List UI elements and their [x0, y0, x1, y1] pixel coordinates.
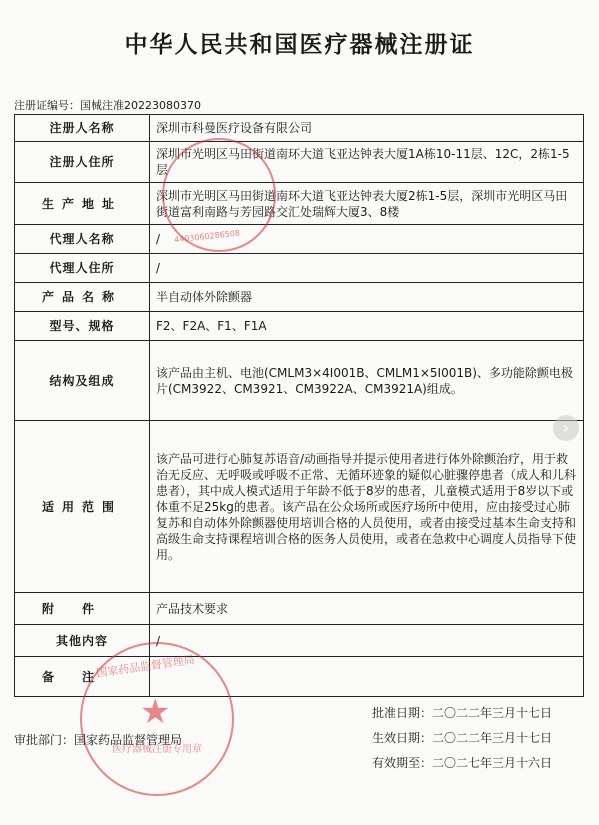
document-title: 中华人民共和国医疗器械注册证 [124, 31, 475, 58]
effective-date-value: 二〇二二年三月十七日 [432, 731, 553, 745]
row-value-model-spec: F2、F2A、F1、F1A [150, 312, 584, 341]
table-row [15, 254, 584, 283]
approver-value: 国家药品监督管理局 [74, 733, 183, 747]
certificate-number-label: 注册证编号： [14, 99, 80, 112]
row-label-production-address: 生产地址 [15, 183, 150, 225]
table-row [15, 283, 584, 312]
agency-seal-name: 国家药品监督管理局 [95, 653, 196, 680]
row-label-scope: 适用范围 [15, 421, 150, 593]
row-value-agent-address: / [150, 254, 584, 283]
expiry-date [372, 754, 552, 779]
row-value-registrant-address: 深圳市光明区马田街道南环大道飞亚达钟表大厦1A栋10-11层、12C，2栋1-5层 [150, 142, 584, 183]
table-row [15, 183, 584, 225]
table-row [15, 341, 584, 421]
table-row [15, 225, 584, 254]
row-value-other: / [150, 625, 584, 657]
row-value-attachment: 产品技术要求 [150, 593, 584, 625]
table-row [15, 593, 584, 625]
row-label-agent-address: 代理人住所 [15, 254, 150, 283]
row-label-other: 其他内容 [15, 625, 150, 657]
certificate-number [14, 97, 201, 115]
row-value-structure: 该产品由主机、电池(CMLM3×4I001B、CMLM1×5I001B)、多功能除颤电极片(CM3922、CM3921、CM3922A、CM3921A)组成。 [150, 341, 584, 421]
row-value-remarks [150, 657, 584, 697]
approval-date-label: 批准日期： [372, 706, 433, 720]
chevron-right-icon[interactable]: › [553, 415, 579, 441]
agency-seal-star-icon: ★ [140, 692, 171, 732]
approval-date [372, 704, 552, 729]
expiry-date-label: 有效期至： [372, 756, 433, 770]
dates-block [372, 704, 552, 779]
effective-date-label: 生效日期： [372, 731, 433, 745]
company-seal-number: 4403060286508 [173, 228, 241, 245]
agency-seal-sub: 医疗器械注册专用章 [112, 744, 202, 755]
table-row [15, 625, 584, 657]
row-label-registrant-name: 注册人名称 [15, 115, 150, 142]
approver-label: 审批部门： [14, 733, 75, 747]
row-value-registrant-name: 深圳市科曼医疗设备有限公司 [150, 115, 584, 142]
registration-table [14, 114, 584, 697]
row-label-model-spec: 型号、规格 [15, 312, 150, 341]
row-label-structure: 结构及组成 [15, 341, 150, 421]
effective-date [372, 729, 552, 754]
row-label-registrant-address: 注册人住所 [15, 142, 150, 183]
approval-date-value: 二〇二二年三月十七日 [432, 706, 553, 720]
expiry-date-value: 二〇二七年三月十六日 [432, 756, 553, 770]
row-value-agent-name: / [150, 225, 584, 254]
row-label-remarks: 备注 [15, 657, 150, 697]
row-value-scope: 该产品可进行心肺复苏语音/动画指导并提示使用者进行体外除颤治疗，用于救治无反应、无呼吸或呼吸不正常、无循环迹象的疑似心脏骤停患者（成人和儿科患者），其中成人模式适用于年龄不低于8岁的患者，儿童模式适用于8岁以下或体重不足25kg的患者。该产品在公众场所或医疗场所中使用，应由接受过心肺复苏和自动体外除颤器使用培训合格的人员使用，或者由接受过基本生命支持和高级生命支持课程培训合格的医务人员使用，或者在急救中心调度人员指导下使用。 [150, 421, 584, 593]
row-value-product-name: 半自动体外除颤器 [150, 283, 584, 312]
row-label-agent-name: 代理人名称 [15, 225, 150, 254]
certificate-number-value: 国械注准20223080370 [80, 99, 201, 112]
row-label-product-name: 产品名称 [15, 283, 150, 312]
table-row [15, 115, 584, 142]
table-row [15, 421, 584, 593]
row-value-production-address: 深圳市光明区马田街道南环大道飞亚达钟表大厦2栋1-5层，深圳市光明区马田街道富利南路与芳园路交汇处瑞辉大厦3、8楼 [150, 183, 584, 225]
approver [14, 731, 182, 748]
table-row [15, 142, 584, 183]
table-row [15, 657, 584, 697]
table-row [15, 312, 584, 341]
row-label-attachment: 附件 [15, 593, 150, 625]
